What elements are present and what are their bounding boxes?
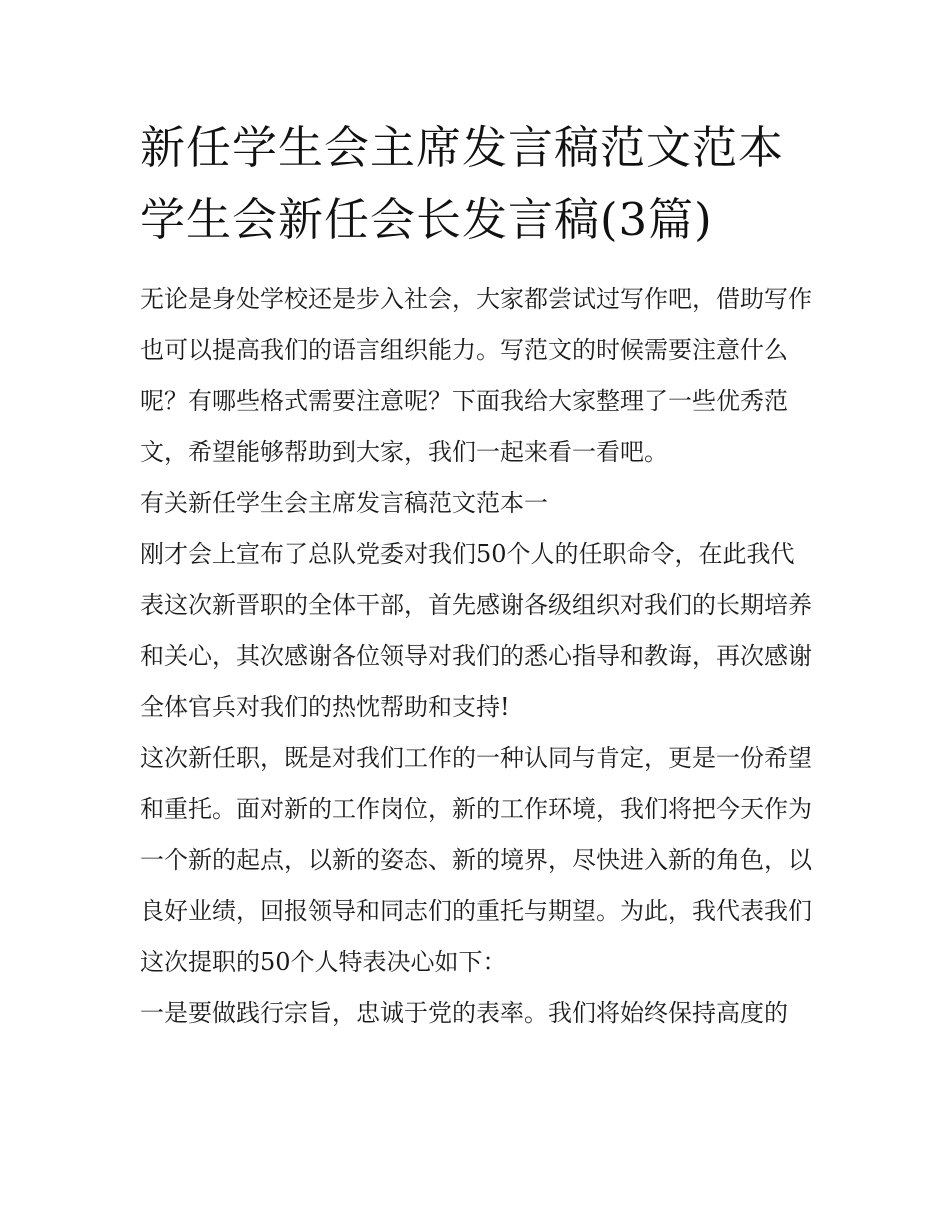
document-title: 新任学生会主席发言稿范文范本 学生会新任会长发言稿(3篇)	[140, 121, 785, 246]
section-heading: 有关新任学生会主席发言稿范文范本一	[140, 489, 548, 517]
body-paragraph-2: 这次新任职，既是对我们工作的一种认同与肯定，更是一份希望和重托。面对新的工作岗位，新的工作环境，我们将把今天作为一个新的起点，以新的姿态、新的境界，尽快进入新的角色，以良好业绩，回报领导和同志们的重托与期望。为此，我代表我们这次提职的50个人特表决心如下：	[140, 744, 812, 976]
body-paragraph-3: 一是要做践行宗旨，忠诚于党的表率。我们将始终保持高度的	[140, 999, 788, 1027]
document-body	[140, 112, 814, 1039]
body-paragraph-1: 刚才会上宣布了总队党委对我们50个人的任职命令，在此我代表这次新晋职的全体干部，首先感谢各级组织对我们的长期培养和关心，其次感谢各位领导对我们的悉心指导和教诲，再次感谢全体官兵对我们的热忱帮助和支持!	[140, 540, 812, 721]
intro-paragraph: 无论是身处学校还是步入社会，大家都尝试过写作吧，借助写作也可以提高我们的语言组织能力。写范文的时候需要注意什么呢？有哪些格式需要注意呢？下面我给大家整理了一些优秀范文，希望能够帮助到大家，我们一起来看一看吧。	[140, 285, 812, 466]
